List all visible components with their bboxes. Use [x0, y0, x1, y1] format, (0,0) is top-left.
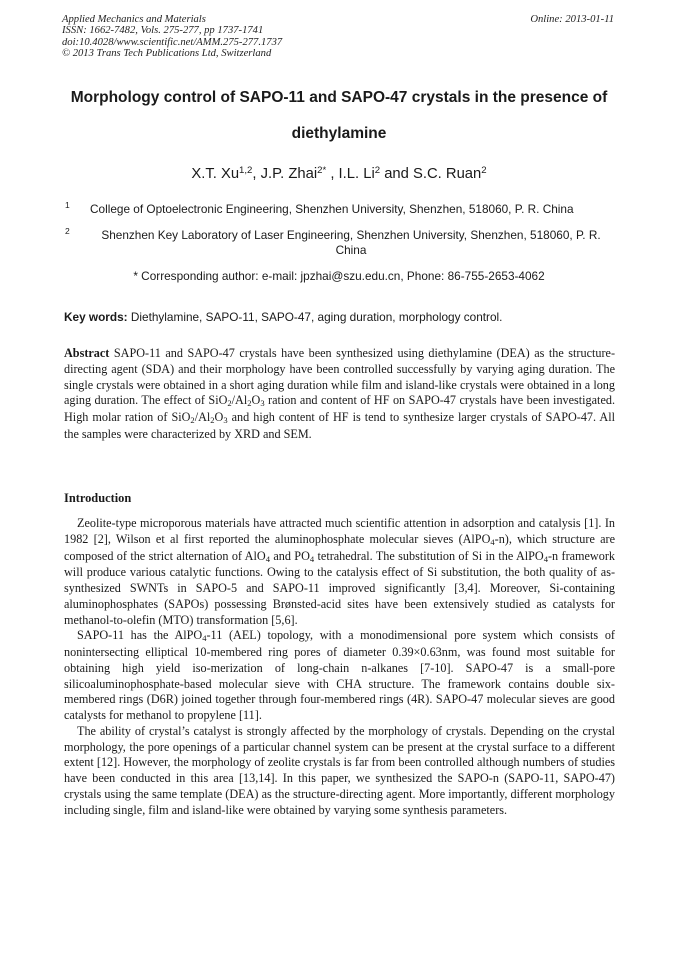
paragraph-text: -11 (AEL) topology, with a monodimensional pore system which consists of nonintersecting elliptical 10-membered ring pores of diameter 0.39×0.63nm, was found most suitable for obtaining high yield iso-merization of long-chain n-alkanes [7-10]. SAPO-47 is a small-pore silicoaluminophosphate-based molecular sieve with CHA structure. The framework contains double six-membered rings (D6R) joined together through four-membered rings (4R). SAPO-47 molecular sieves are good catalysts for methanol to propylene [11]. — [64, 628, 615, 722]
affiliation-1-text: College of Optoelectronic Engineering, Shenzhen University, Shenzhen, 518060, P. R. China — [90, 202, 574, 216]
subscript: 2 — [190, 415, 195, 425]
section-heading-introduction: Introduction — [64, 491, 132, 505]
author-1: X.T. Xu — [191, 166, 240, 182]
affiliation-2-number: 2 — [65, 226, 70, 236]
subscript: 3 — [223, 415, 228, 425]
subscript: 4 — [309, 553, 315, 564]
abstract-text: SAPO-11 and SAPO-47 crystals have been synthesized using diethylamine (DEA) as the structure-directing agent (SDA) and their morphology have been controlled successfully by varying aging duration. The single crystals were obtained in a short aging duration while film and island-like crystals were obtained in a long aging duration. The effect of SiO — [64, 346, 615, 408]
paper-title-line2: diethylamine — [291, 125, 387, 142]
abstract-text: and high content of HF is tend to synthesize larger crystals of SAPO-47. All the samples were characterized by XRD and SEM. — [64, 410, 615, 441]
author-3-sup: 2 — [374, 165, 381, 176]
abstract-text: ration and content of HF on SAPO-47 crystals have been investigated. High molar ration of SiO — [64, 393, 615, 424]
paragraph: The ability of crystal’s catalyst is strongly affected by the morphology of crystals. Depending on the crystal morphology, the pore openings of a particular channel system can be present at the crystal surface to a different extent [12]. However, the morphology of zeolite crystals is far from been controlled although numbers of studies have been conducted in this area [13,14]. In this paper, we synthesized the SAPO-n (SAPO-11, SAPO-47) crystals using the same template (DEA) as the structure-directing agent. More importantly, different morphology including single, film and island-like were obtained by varying some synthesis parameters. — [64, 723, 615, 817]
subscript: 2 — [247, 398, 252, 409]
abstract-text: /Al — [194, 410, 211, 424]
subscript: 2 — [210, 415, 215, 425]
paragraph-text: -n framework will produce various catalytic functions. Owing to the catalysis effect of Si substitution, the both quality of as-synthesized SWNTs in SAPO-5 and SAPO-11 improved significantly [3,4]. Moreover, Si-containing aluminophosphates (SAPOs) possessing Brønsted-acid sites have been extensively studied as catalysts for methanol-to-olefin (MTO) transformation [5,6]. — [64, 548, 615, 627]
online-date: Online: 2013-01-11 — [530, 14, 614, 25]
affiliation-2-text: Shenzhen Key Laboratory of Laser Engineering, Shenzhen University, Shenzhen, 518060, P. R. China — [101, 228, 601, 257]
author-4-sup: 2 — [481, 165, 487, 176]
paragraph — [64, 516, 615, 628]
author-2-sup: 2* — [317, 165, 327, 176]
issn-line: ISSN: 1662-7482, Vols. 275-277, pp 1737-1741 — [62, 25, 264, 37]
author-list — [40, 165, 638, 183]
journal-header — [62, 14, 614, 60]
abstract-label: Abstract — [64, 346, 110, 360]
paper-title-line1: Morphology control of SAPO-11 and SAPO-47 crystals in the presence of — [70, 89, 608, 106]
doi-line: doi:10.4028/www.scientific.net/AMM.275-277.1737 — [62, 36, 283, 48]
journal-name: Applied Mechanics and Materials — [62, 14, 206, 25]
abstract — [64, 346, 615, 443]
paragraph-text: SAPO-11 has the AlPO — [77, 628, 203, 643]
subscript: 4 — [490, 536, 495, 547]
subscript: 3 — [260, 398, 265, 409]
paragraph-text: tetrahedral. The substitution of Si in the AlPO — [314, 548, 544, 563]
paragraph — [64, 628, 615, 724]
author-1-sup: 1,2 — [239, 165, 253, 176]
subscript: 4 — [202, 633, 207, 644]
paragraph-text: and PO — [269, 548, 310, 563]
abstract-text: /Al — [231, 393, 248, 408]
paragraph-text: -n), which structure are composed of the strict alternation of AlO — [64, 531, 615, 563]
author-2: , J.P. Zhai — [252, 166, 318, 182]
paragraph-text: Zeolite-type microporous materials have attracted much scientific attention in adsorption and catalysis [1]. In 1982 [2], Wilson et al first reported the aluminophosphate molecular sieves (AlPO — [64, 516, 615, 546]
introduction-body — [64, 516, 615, 818]
subscript: 4 — [543, 553, 548, 564]
author-4: and S.C. Ruan — [380, 166, 482, 182]
author-3: , I.L. Li — [326, 166, 375, 182]
subscript: 2 — [227, 398, 232, 409]
abstract-text: O — [214, 410, 224, 424]
keywords-label: Key words: — [64, 310, 128, 324]
corresponding-author: * Corresponding author: e-mail: jpzhai@szu.edu.cn, Phone: 86-755-2653-4062 — [133, 269, 545, 283]
keywords — [64, 310, 616, 324]
subscript: 4 — [265, 553, 270, 564]
affiliation-1-number: 1 — [65, 200, 70, 210]
keywords-text: Diethylamine, SAPO-11, SAPO-47, aging duration, morphology control. — [127, 310, 503, 324]
copyright-line: © 2013 Trans Tech Publications Ltd, Switzerland — [62, 48, 272, 60]
abstract-text: O — [251, 393, 261, 408]
